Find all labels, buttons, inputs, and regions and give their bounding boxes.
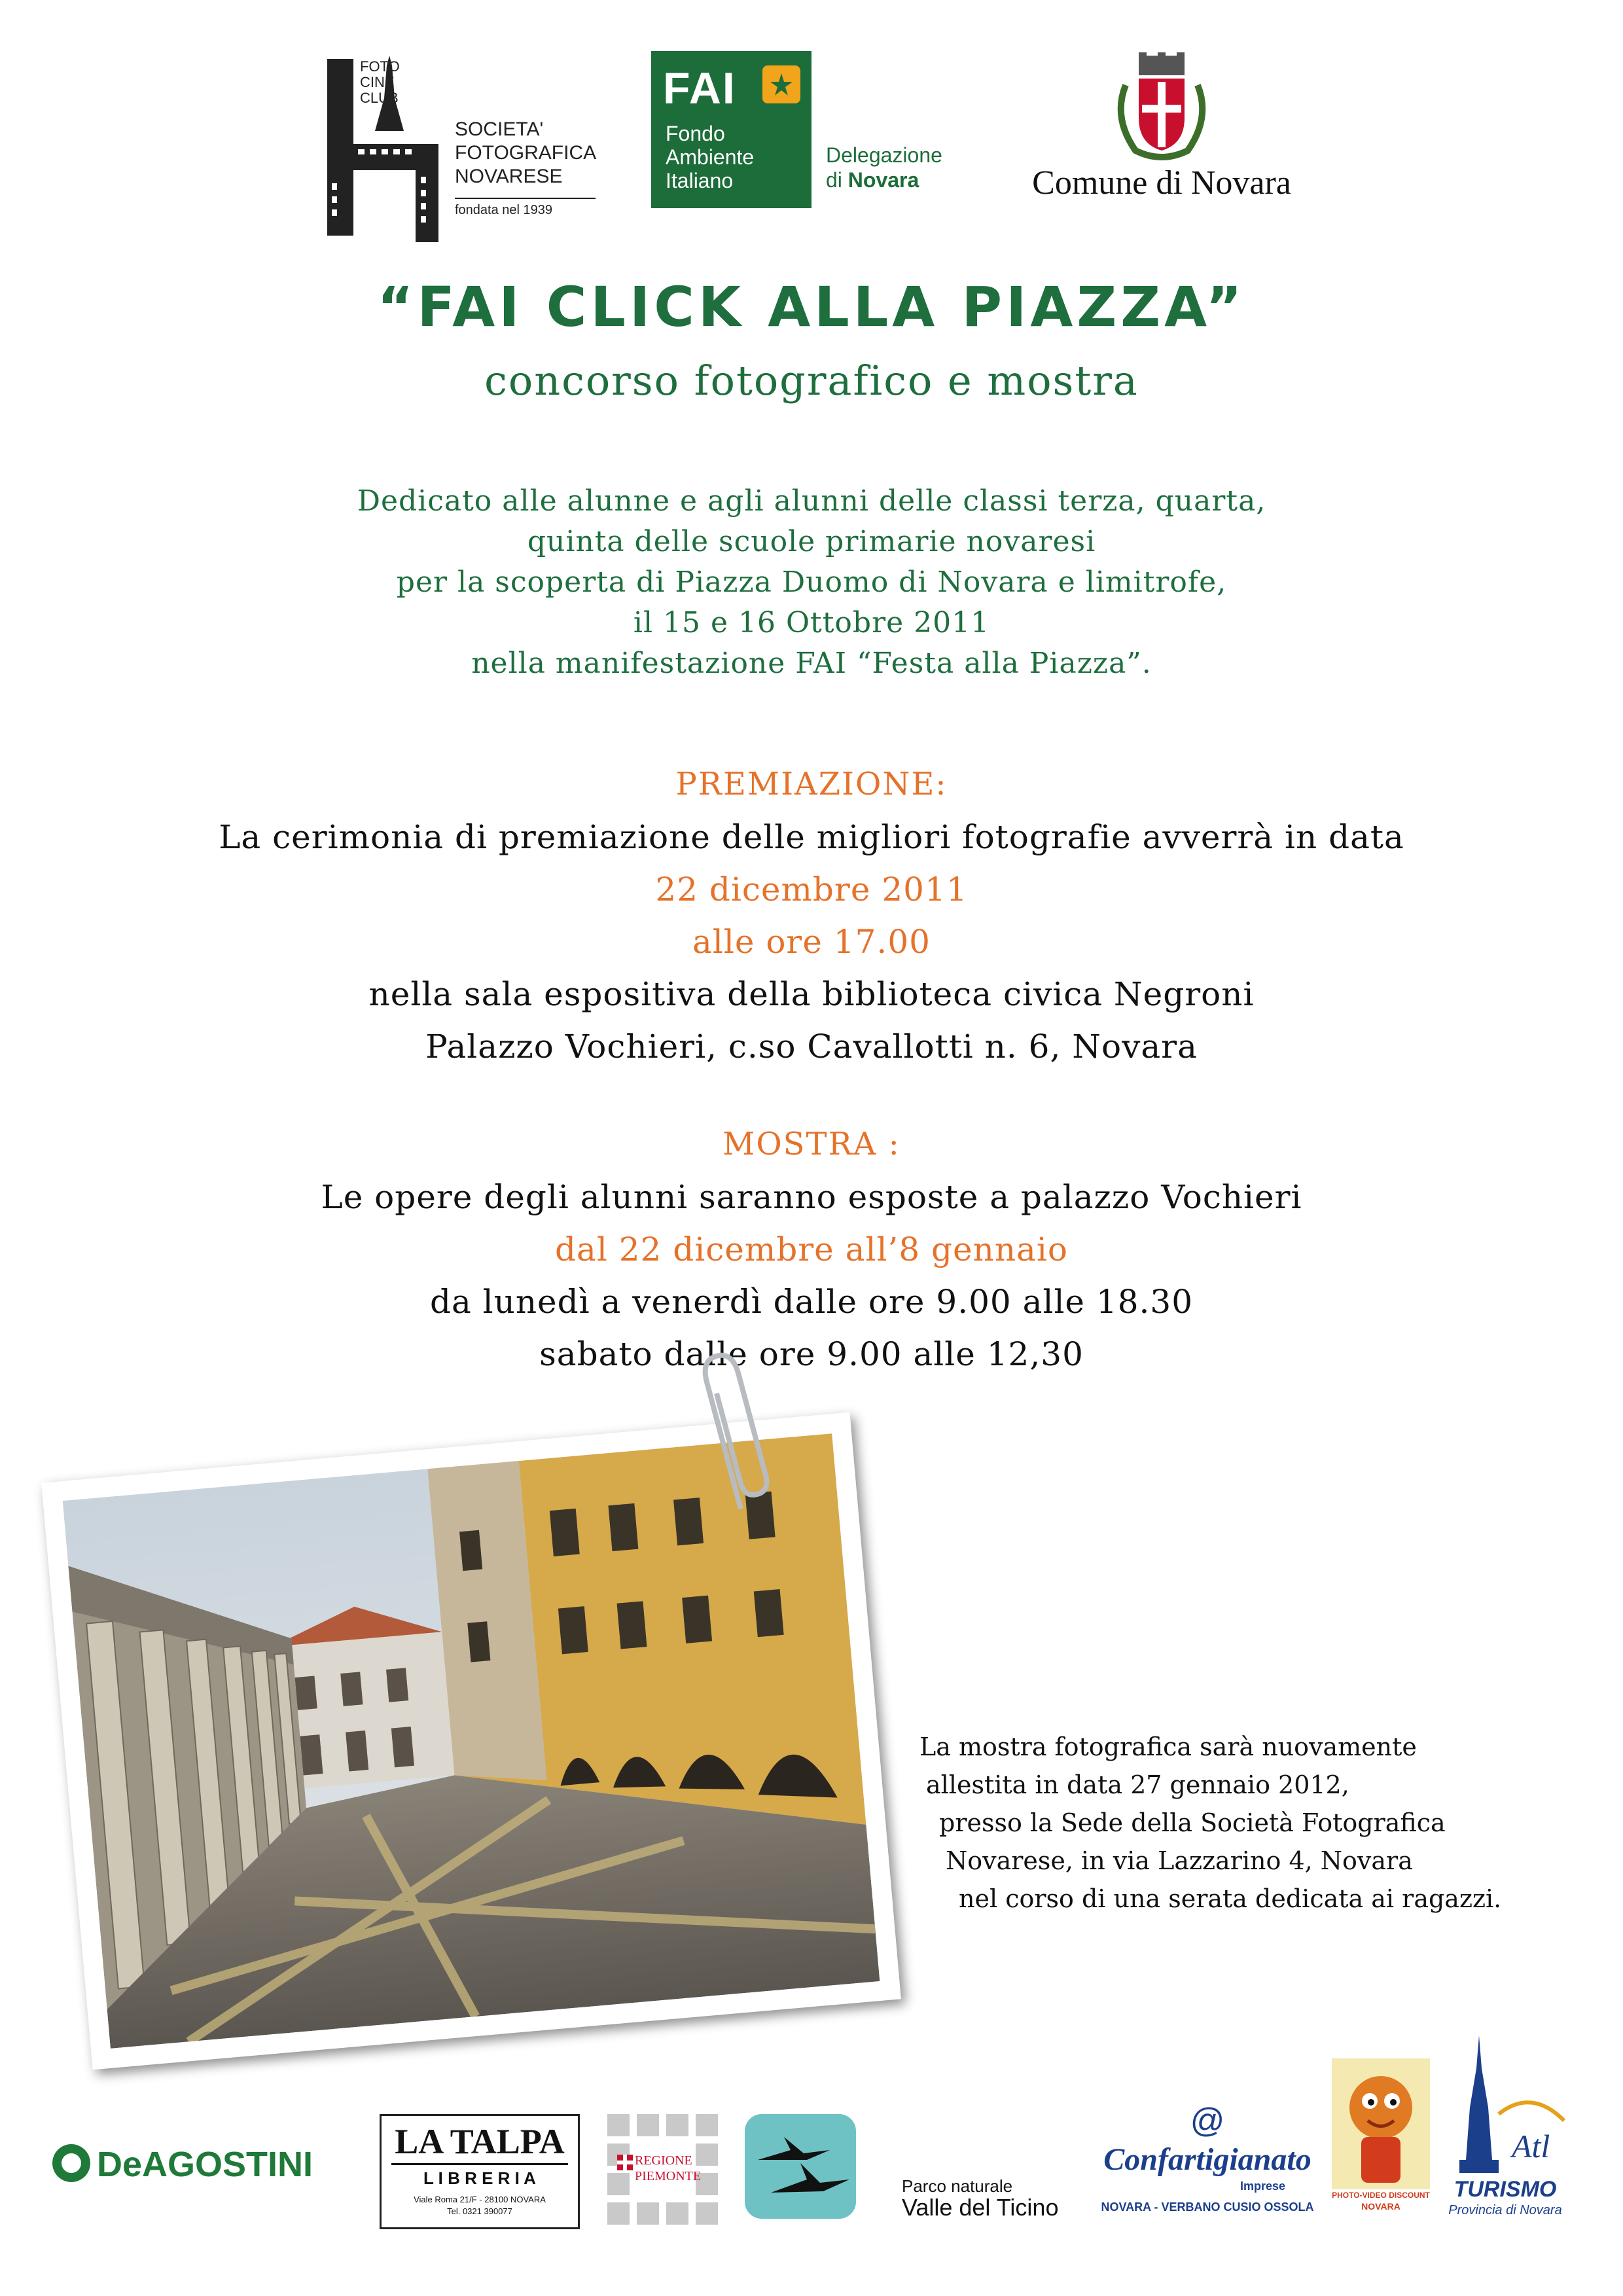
fotoclub-founded: fondata nel 1939 [455,203,553,217]
mostra-dates: dal 22 dicembre all’8 gennaio [555,1230,1068,1268]
deagostini-name: DeAGOSTINI [97,2145,313,2184]
fotoclub-name-line: FOTOGRAFICA [455,142,597,164]
parco-logo [745,2114,1085,2225]
photovideo-line2: NOVARA [1361,2201,1400,2212]
photovideo-logo [1332,2058,1430,2222]
deagostini-globe-icon [51,2143,92,2183]
fai-name-line: Italiano [666,169,734,192]
fai-logo [651,51,812,208]
confartigianato-name: Confartigianato [1103,2142,1311,2177]
fotoclub-name-line: SOCIETA' [455,118,544,140]
mostra-note-line: nel corso di una serata dedicata ai ragazzi. [959,1884,1502,1913]
dedication-block [0,481,1623,684]
atl-mark: Atl [1512,2128,1550,2164]
dedication-line: Dedicato alle alunne e agli alunni delle classi terza, quarta, [357,484,1266,518]
premiazione-line1: La cerimonia di premiazione delle migliori fotografie avverrà in data [219,818,1404,856]
fai-name-line: Fondo [666,122,725,145]
mostra-line3: sabato dalle ore 9.00 alle 12,30 [539,1335,1084,1373]
atl-name: TURISMO [1454,2177,1557,2202]
latalpa-sub: L I B R E R I A [423,2168,536,2188]
fai-delegation-di: di [826,168,848,192]
dedication-line: il 15 e 16 Ottobre 2011 [633,606,990,639]
mostra-heading: MOSTRA : [722,1126,901,1162]
city-crest-icon [1109,52,1214,164]
page-subtitle: concorso fotografico e mostra [484,357,1139,404]
regione-line1: REGIONE [635,2153,692,2168]
fai-delegation-line1: Delegazione [826,143,942,167]
parco-birds-icon [745,2114,856,2219]
mostra-note [919,1728,1613,1918]
fai-name-line: Ambiente [666,145,755,169]
photovideo-line1: PHOTO-VIDEO DISCOUNT [1332,2191,1430,2200]
regione-line2: PIEMONTE [635,2169,702,2183]
dedication-line: quinta delle scuole primarie novaresi [527,525,1096,558]
confartigianato-sub: Imprese [1240,2179,1286,2193]
fai-star-icon [762,65,800,103]
premiazione-heading: PREMIAZIONE: [675,766,948,802]
comune-logo [1008,52,1315,209]
piazza-photo [41,1412,901,2070]
mostra-note-line: allestita in data 27 gennaio 2012, [926,1770,1349,1799]
confartigianato-logo [1090,2101,1325,2225]
atl-logo [1440,2029,1571,2225]
photovideo-mascot-icon [1332,2058,1430,2189]
fotoclub-top-line: FOTO [360,58,400,75]
parco-line1: Parco naturale [902,2176,1013,2196]
premiazione-line3: Palazzo Vochieri, c.so Cavallotti n. 6, Novara [425,1028,1198,1066]
premiazione-time: alle ore 17.00 [692,923,931,961]
piazza-photo-image [63,1433,880,2049]
mostra-note-line: La mostra fotografica sarà nuovamente [919,1732,1417,1761]
mostra-note-line: Novarese, in via Lazzarino 4, Novara [946,1846,1413,1875]
latalpa-addr1: Viale Roma 21/F - 28100 NOVARA [414,2195,546,2204]
comune-name: Comune di Novara [1032,164,1291,202]
mole-icon [1440,2029,1571,2179]
fotoclub-name-line: NOVARESE [455,166,563,187]
parco-line2: Valle del Ticino [902,2194,1059,2221]
confartigianato-at: @ [1190,2102,1225,2140]
confartigianato-region: NOVARA - VERBANO CUSIO OSSOLA [1101,2200,1314,2214]
mostra-line2: da lunedì a venerdì dalle ore 9.00 alle 18.30 [429,1283,1194,1321]
latalpa-name: LA TALPA [395,2122,565,2161]
fai-delegation-city: Novara [847,168,919,192]
fotoclub-logo [324,52,599,242]
fotoclub-top-line: CLUB [360,90,399,106]
latalpa-addr2: Tel. 0321 390077 [447,2206,512,2216]
mostra-line1: Le opere degli alunni saranno esposte a palazzo Vochieri [321,1178,1302,1216]
page-title: “FAI CLICK ALLA PIAZZA” [377,275,1246,339]
fotoclub-top-line: CINE [360,74,395,90]
fai-delegation [826,143,942,192]
latalpa-logo [380,2114,580,2229]
premiazione-date: 22 dicembre 2011 [655,870,968,908]
atl-sub: Provincia di Novara [1448,2203,1562,2217]
mostra-note-line: presso la Sede della Società Fotografica [939,1808,1446,1837]
fai-abbr: FAI [663,63,736,113]
dedication-line: nella manifestazione FAI “Festa alla Piazza”. [471,647,1152,680]
premiazione-line2: nella sala espositiva della biblioteca civica Negroni [368,975,1255,1013]
dedication-line: per la scoperta di Piazza Duomo di Novara e limitrofe, [396,565,1227,599]
regione-logo [607,2114,719,2225]
